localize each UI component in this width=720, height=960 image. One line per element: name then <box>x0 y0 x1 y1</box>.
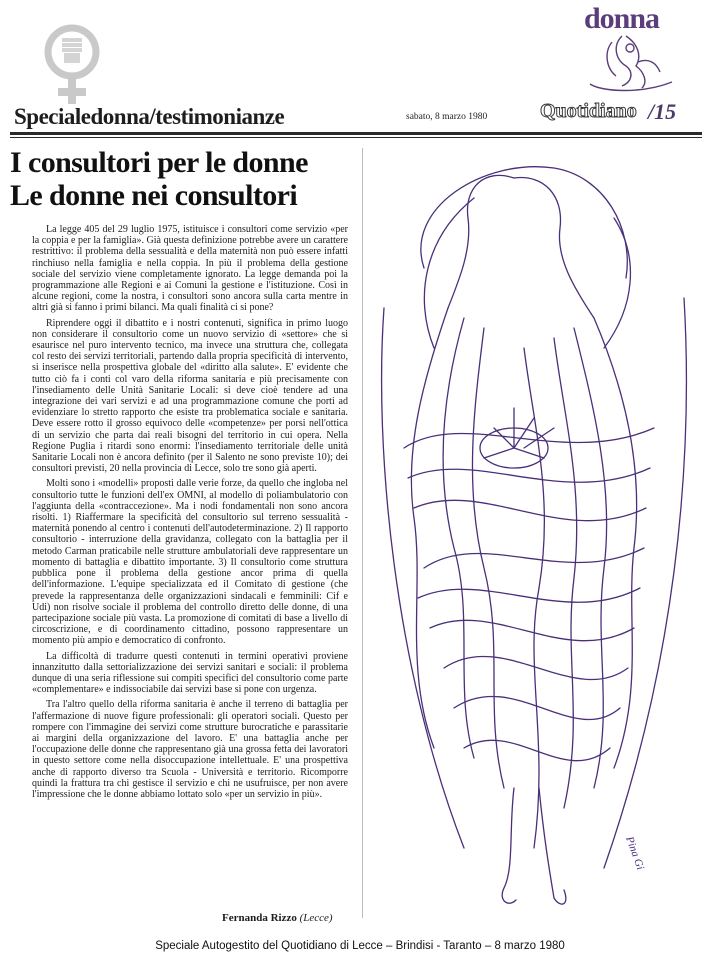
donna-figure-logo-icon <box>582 32 678 94</box>
section-title: Specialedonna/testimonianze <box>14 104 285 129</box>
headline <box>10 146 360 212</box>
woman-illustration <box>364 148 702 920</box>
author-signature <box>222 912 333 924</box>
author-name: Fernanda Rizzo <box>222 912 297 924</box>
paper-name: Quotidiano <box>540 100 637 122</box>
feminist-fist-symbol-icon <box>40 24 104 108</box>
article-paragraph: La legge 405 del 29 luglio 1975, istituisce i consultori come servizio «per la coppia e per la famiglia». Già questa definizione potrebbe avere un carattere restrittivo: il problema della sessualità e della maternità non può essere infatti rinchiuso nella famiglia e nella coppia. In più il problema della gestione sociale del servizio viene completamente ignorato. La legge demanda poi la programmazione alle Regioni e ai Comuni la gestione e l'istituzione. Così in alcune regioni, come la nostra, i consultori sono ancora sulla carta mentre in altri già si fanno i primi bilanci. Ma quali finalità ci si pone? <box>32 224 348 314</box>
article-paragraph: Molti sono i «modelli» proposti dalle verie forze, da quello che ingloba nel consultorio tutte le funzioni dell'ex OMNI, al modello di poliambulatorio con l'aggiunta della «contraccezione». Ma i nodi fondamentali non sono ancora risolti. 1) Riaffermare la specificità del consultorio sul terreno sessualità - maternità ponendo al centro i contenuti dell'autodeterminazione. 2) Il rapporto consultorio - interruzione della gravidanza, collegato con la battaglia per il metodo Carman praticabile nelle strutture ambulatoriali deve rappresentare un momento di battaglia e dibattito importante. 3) Il consultorio come struttura pubblica pone il problema della gestione ancor prima di quella dell'informazione. L'equipe specializzata ed il Comitato di gestione (che prevede la rappresentanza delle organizzazioni sindacali e femminili: Cif e Udi) non risolve sociale il problema del controllo diretto delle donne, di una partecipazione sociale più vasta. La promozione di comitati di base a livello di circoscrizione, e di coordinamento cittadino, possono rappresentare un momento più ampio e democratico di confronto. <box>32 478 348 647</box>
header-rule <box>10 132 702 135</box>
illustration-signature: Pina Gi <box>623 834 647 872</box>
headline-line-1: I consultori per le donne <box>10 146 308 179</box>
article-body <box>32 224 348 804</box>
issue-date: sabato, 8 marzo 1980 <box>406 112 488 122</box>
headline-line-2: Le donne nei consultori <box>10 179 298 212</box>
masthead-title: donna <box>584 2 660 35</box>
article-paragraph: Tra l'altro quello della riforma sanitaria è anche il terreno di battaglia per l'affermazione di nuove figure professionali: gli operatori sociali. Questo per rompere con l'immagine dei servizi come strutture burocratiche e parassitarie ai margini della organizzazione del lavoro. E' una battaglia anche per l'occupazione delle donne che rappresentano già una grossa fetta dei lavoratori in questo settore come nella disoccupazione intellettuale. E' una prospettiva anche di rapporto diverso tra Scuola - Università e territorio. Ricomporre quindi la frattura tra chi gestisce il servizio e chi ne usufruisce, per non avere l'impressione che le donne abbiamo lottato solo «per un servizio in più». <box>32 699 348 800</box>
article-paragraph: La difficoltà di tradurre questi contenuti in termini operativi proviene innanzitutto dalla settorializzazione dei servizi sanitari e sociali: il problema dunque di una seria riflessione sui compiti specifici del consultorio come parte «complementare» e indissociabile dai servizi base si pone con urgenza. <box>32 650 348 696</box>
article-paragraph: Riprendere oggi il dibattito e i nostri contenuti, significa in primo luogo non considerare il consultorio come un nuovo servizio di «settore» che si esaurisce nel puro intervento tecnico, ma invece una struttura che, collegata col resto dei servizi territoriali, partendo dalla propria specificità di intervento, si inserisce nella prospettiva globale del «diritto alla salute». E' evidente che tutto ciò fa i conti col varo della riforma sanitaria e più precisamente con l'insediamento delle Unità Sanitarie Locali: si deve cioè tendere ad una integrazione dei vari servizi e ad una programmazione comune che porti ad evidenziare lo stretto rapporto che esiste tra problematica sociale e sanitaria. Deve essere rotto il grosso equivoco delle «competenze» per porsi nell'ottica di un servizio che parta dai reali bisogni del territorio in cui opera. Nella Regione Puglia i ritardi sono enormi: l'insediamento territoriale delle unità Sanitarie Locali non è ancora definito (per il Salento ne sono previste 10); dei consultori previsti, 20 nella provincia di Lecce, solo tre sono già aperti. <box>32 317 348 475</box>
header-rule-thin <box>10 137 702 138</box>
author-location: (Lecce) <box>299 912 333 924</box>
page-number: /15 <box>648 99 677 124</box>
page-caption: Speciale Autogestito del Quotidiano di Lecce – Brindisi - Taranto – 8 marzo 1980 <box>155 940 565 952</box>
column-divider <box>362 148 363 918</box>
